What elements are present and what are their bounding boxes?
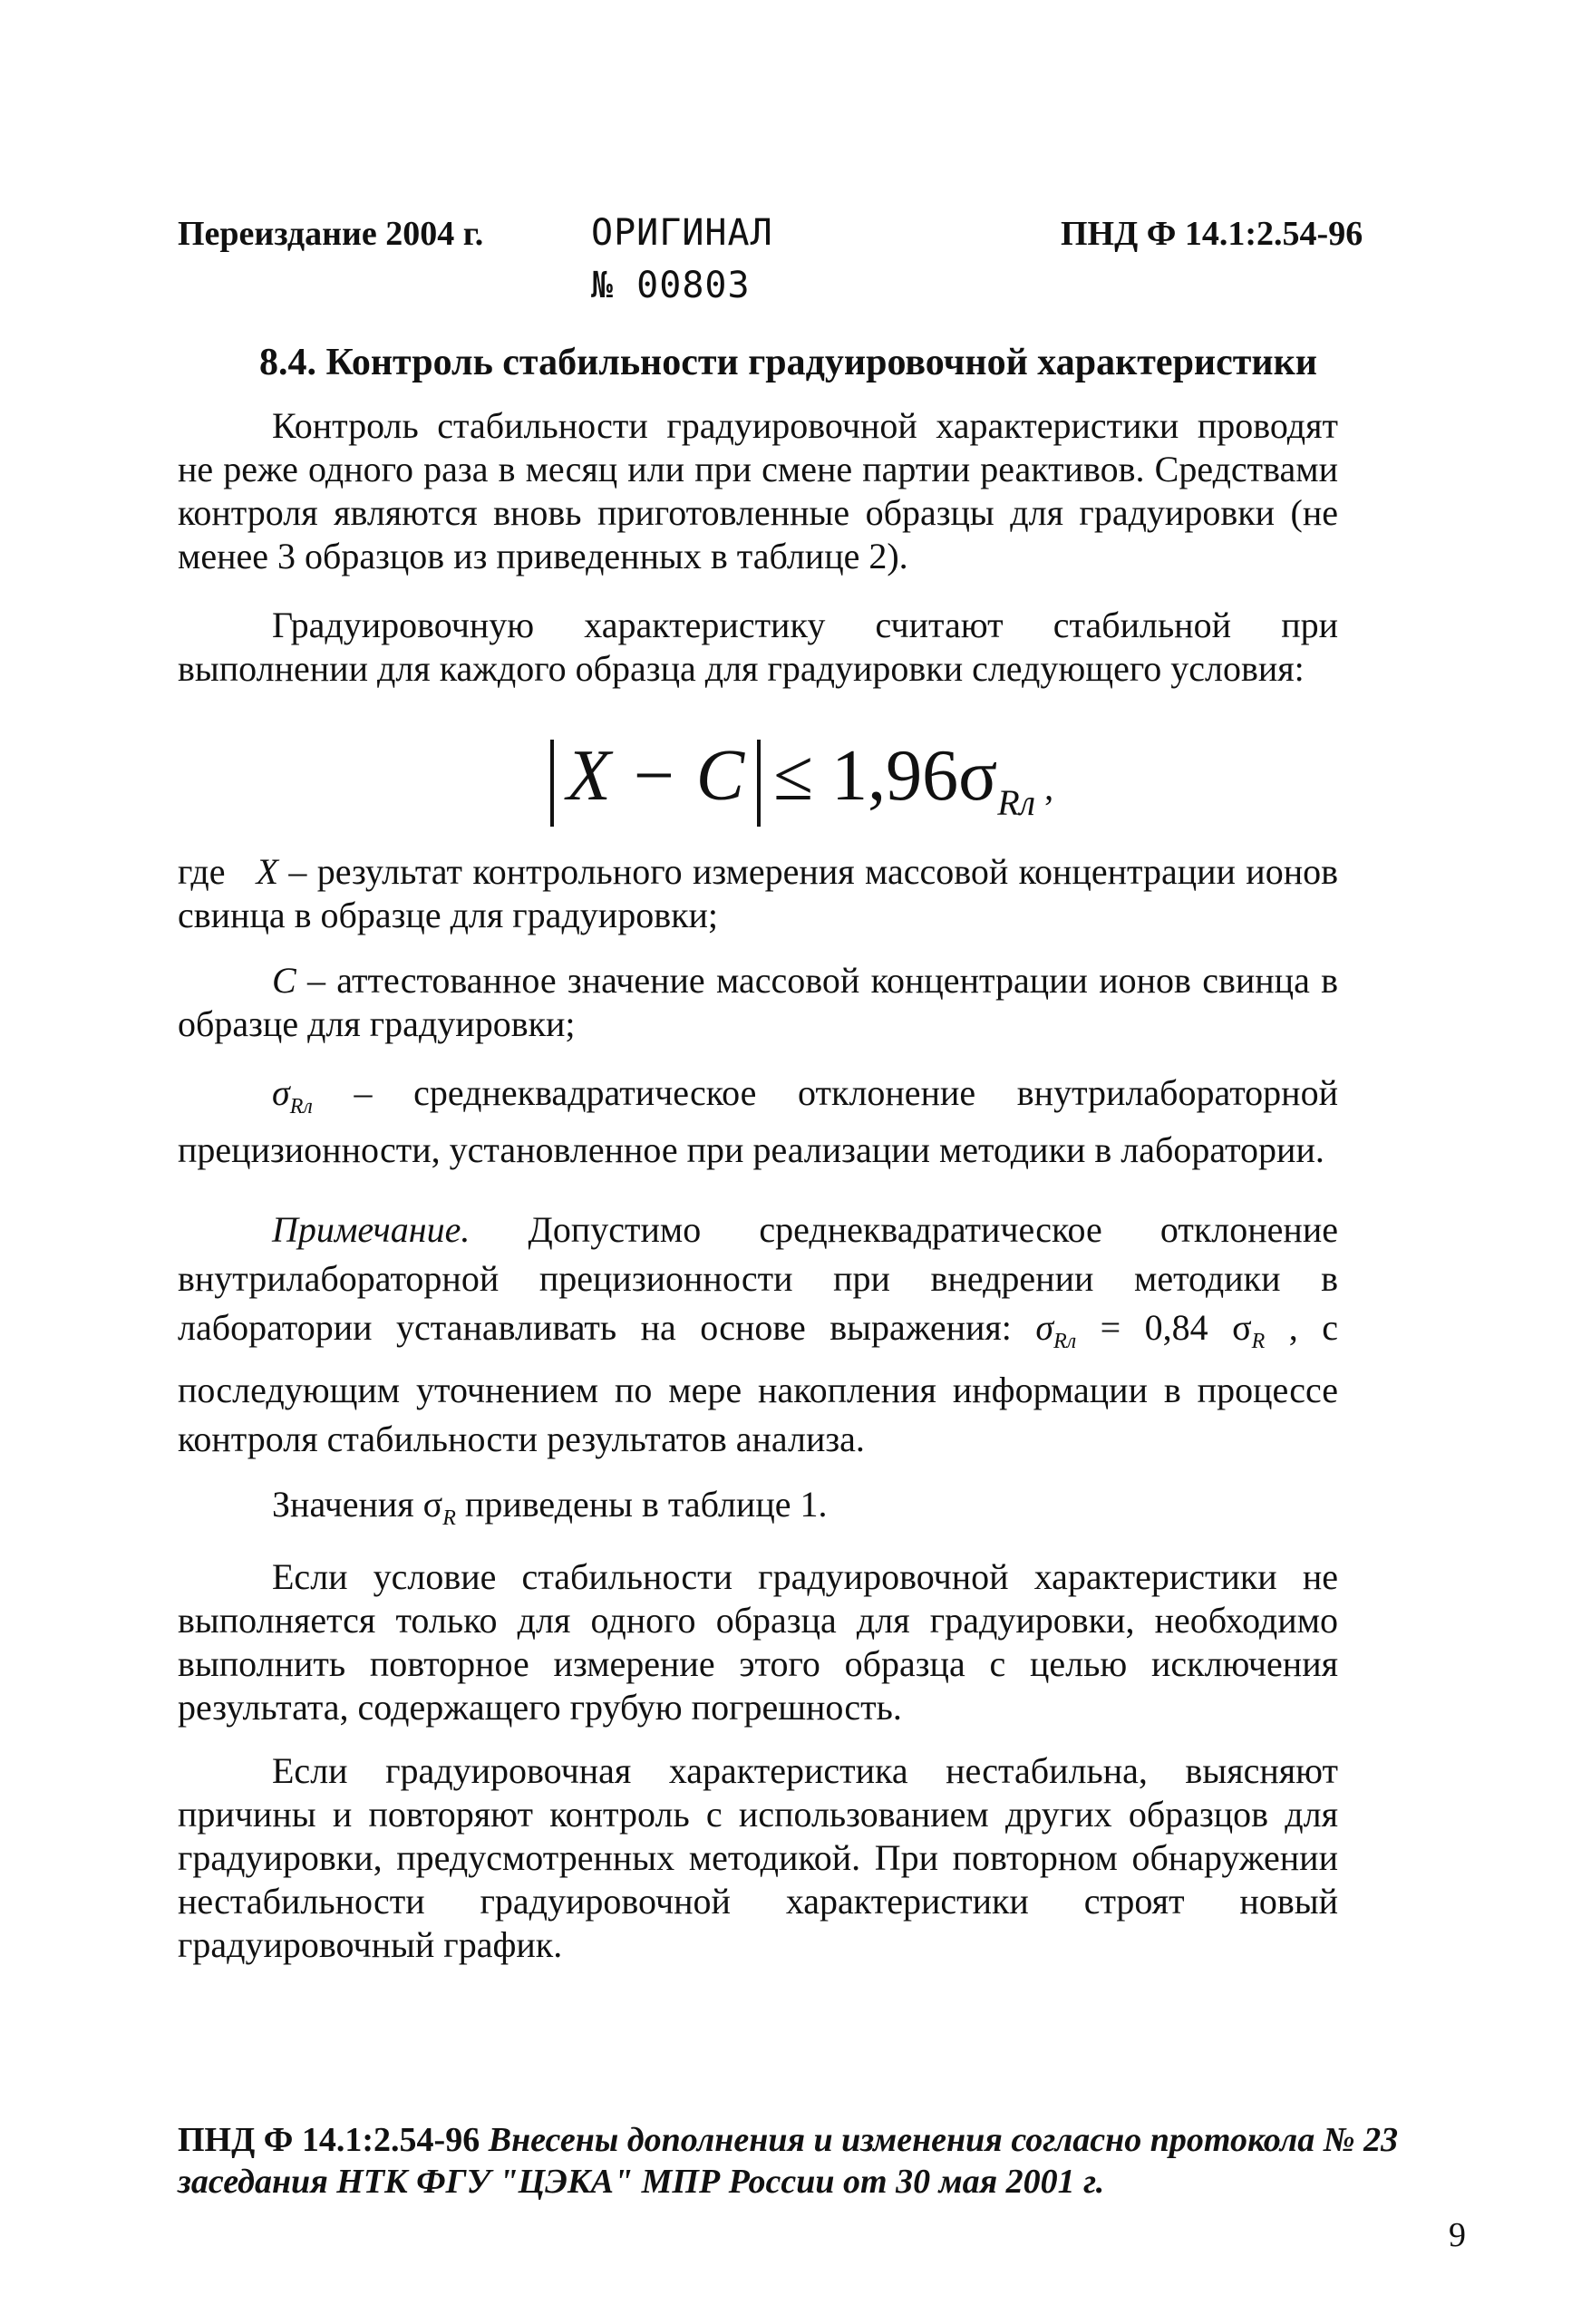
c-definition: – аттестованное значение массовой концентрации ионов свинца в образце для градуировки; <box>178 960 1338 1044</box>
note-formula-mid: = 0,84 σ <box>1076 1307 1252 1348</box>
abs-bar-left <box>550 740 554 827</box>
formula-lhs: X − C <box>566 736 745 816</box>
document-code: ПНД Ф 14.1:2.54-96 <box>1061 215 1363 253</box>
footer-note <box>178 2119 1411 2203</box>
stamp-line-1: ОРИГИНАЛ <box>591 212 773 254</box>
page-number: 9 <box>1449 2216 1466 2254</box>
formula-rhs-subscript: Rл <box>997 782 1036 823</box>
footer-code: ПНД Ф 14.1:2.54-96 <box>178 2121 489 2159</box>
note-text-2: , с последующим уточнением по мере накопления информации в процессе контроля стабильности результатов анализа. <box>178 1307 1338 1459</box>
paragraph-control-frequency: Контроль стабильности градуировочной характеристики проводят не реже одного раза в месяц или при смене партии реактивов. Средствами контроля являются вновь приготовленные образцы для градуировки (не менее 3 образцов из приведенных в таблице 2). <box>178 405 1338 576</box>
note-formula-sub-2: R <box>1251 1330 1266 1353</box>
definition-c <box>178 959 1338 1046</box>
abs-bar-right <box>757 740 761 827</box>
sigma-values-subscript: R <box>442 1506 456 1530</box>
c-symbol: C <box>272 960 296 1001</box>
footer-text: Внесены дополнения и изменения согласно протокола № 23 заседания НТК ФГУ "ЦЭКА" МПР России от 30 мая 2001 г. <box>178 2121 1399 2201</box>
paragraph-sigma-values <box>178 1483 1338 1540</box>
formula-tail: , <box>1035 767 1054 808</box>
reissue-label: Переиздание 2004 г. <box>178 215 484 253</box>
paragraph-unstable: Если градуировочная характеристика нестабильна, выясняют причины и повторяют контроль с использованием других образцов для градуировки, предусмотренных методикой. При повторном обнаружении нестабильности градуировочной характеристики строят новый градуировочный график. <box>178 1750 1338 1965</box>
paragraph-stability-condition: Градуировочную характеристику считают стабильной при выполнении для каждого образца для градуировки следующего условия: <box>178 605 1338 689</box>
sigma-definition: – среднеквадратическое отклонение внутрилабораторной прецизионности, установленное при реализации методики в лаборатории. <box>178 1072 1338 1170</box>
paragraph-single-sample-fail: Если условие стабильности градуировочной характеристики не выполняется только для одного образца для градуировки, необходимо выполнить повторное измерение этого образца с целью исключения результата, содержащего грубую погрешность. <box>178 1556 1338 1728</box>
sigma-values-prefix: Значения σ <box>272 1484 443 1525</box>
where-label: где <box>178 851 226 892</box>
section-heading: 8.4. Контроль стабильности градуировочной характеристики <box>259 342 1317 383</box>
original-stamp <box>591 207 773 312</box>
formula-rhs: ≤ 1,96σ <box>773 736 998 816</box>
x-definition: – результат контрольного измерения массовой концентрации ионов свинца в образце для градуировки; <box>178 851 1339 935</box>
stability-formula <box>0 732 1591 847</box>
definition-sigma <box>178 1071 1338 1172</box>
sigma-subscript: Rл <box>289 1095 313 1118</box>
note-formula-sigma: σ <box>1035 1307 1054 1348</box>
note-formula-sub-1: Rл <box>1053 1330 1077 1353</box>
definition-x <box>178 850 1338 937</box>
note-paragraph <box>178 1206 1338 1464</box>
x-symbol: X <box>256 851 279 892</box>
note-label: Примечание. <box>272 1209 471 1250</box>
stamp-line-2: № 00803 <box>591 265 751 306</box>
sigma-symbol: σ <box>272 1072 290 1113</box>
sigma-values-suffix: приведены в таблице 1. <box>455 1484 828 1525</box>
note-text-1: Допустимо среднеквадратическое отклонение внутрилабораторной прецизионности при внедрении методики в лаборатории устанавливать на основе выражения: <box>178 1209 1338 1348</box>
